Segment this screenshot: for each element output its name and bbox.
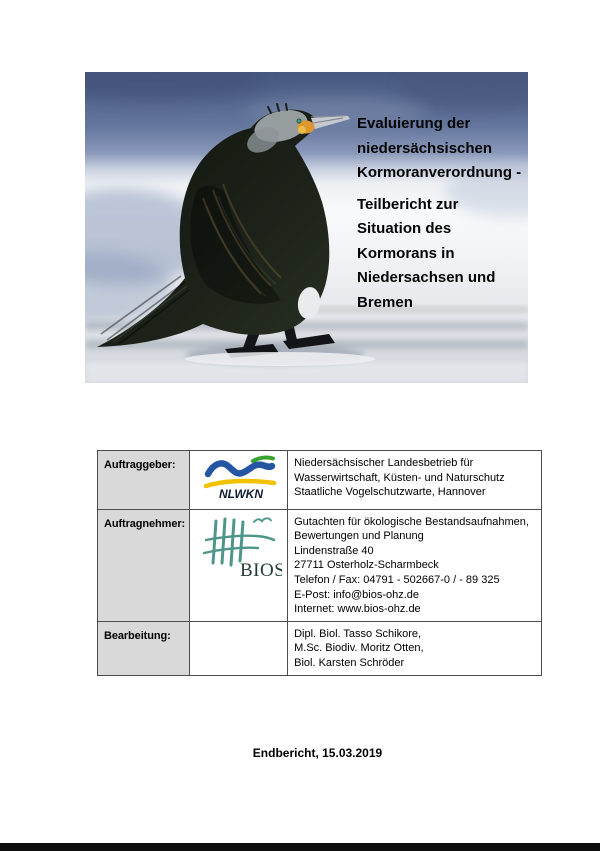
nlwkn-logo (201, 454, 279, 505)
cover-title-line: Situation des (357, 220, 452, 237)
text-line: M.Sc. Biodiv. Moritz Otten, (294, 642, 424, 655)
cover-title-line: Evaluierung der (357, 115, 471, 132)
viewer-bottom-edge (0, 843, 600, 851)
text-line: Bewertungen und Planung (294, 530, 424, 543)
auftragnehmer-text (288, 509, 542, 621)
text-line: Niedersächsischer Landesbetrieb für (294, 457, 474, 469)
cover-photo (85, 72, 528, 383)
row-label-auftraggeber: Auftraggeber: (98, 451, 190, 510)
info-table (97, 450, 542, 676)
text-line: Lindenstraße 40 (294, 544, 374, 557)
nlwkn-logo-cell (190, 451, 288, 510)
cover-title-line: Kormorans in (357, 244, 455, 262)
table-row-bearbeitung (98, 621, 542, 675)
text-line: 27711 Osterholz-Scharmbeck (294, 559, 439, 572)
table-row-auftraggeber (98, 451, 542, 510)
text-line: Gutachten für ökologische Bestandsaufnahmen, (294, 515, 529, 528)
empty-logo-cell (190, 621, 288, 675)
row-label-auftragnehmer: Auftragnehmer: (98, 509, 190, 621)
bios-logo-text: BIOS (239, 559, 282, 581)
text-line: Telefon / Fax: 04791 - 502667-0 / - 89 325 (294, 573, 500, 586)
cover-title (357, 112, 528, 315)
table-row-auftragnehmer (98, 509, 542, 621)
cover-title-line: Teilbericht zur (357, 195, 459, 213)
text-line: Wasserwirtschaft, Küsten- und Naturschutz (294, 471, 505, 484)
text-line: Dipl. Biol. Tasso Schikore, (294, 627, 422, 640)
bios-logo (198, 513, 282, 586)
bearbeitung-text (288, 621, 542, 675)
auftraggeber-text (288, 451, 542, 510)
cover-title-line: Niedersachsen und (357, 269, 496, 286)
footer-date: Endbericht, 15.03.2019 (252, 746, 383, 760)
cover-title-line: Kormoranverordnung - (357, 164, 522, 181)
cover-title-line: Bremen (357, 293, 413, 311)
text-line: E-Post: info@bios-ohz.de (294, 588, 420, 601)
bios-logo-cell (190, 509, 288, 621)
text-line: Staatliche Vogelschutzwarte, Hannover (294, 486, 486, 499)
text-line: Internet: www.bios-ohz.de (294, 603, 421, 616)
nlwkn-logo-text: NLWKN (218, 487, 263, 500)
row-label-bearbeitung: Bearbeitung: (98, 621, 190, 675)
text-line: Biol. Karsten Schröder (294, 656, 405, 669)
cover-title-line: niedersächsischen (357, 139, 493, 157)
